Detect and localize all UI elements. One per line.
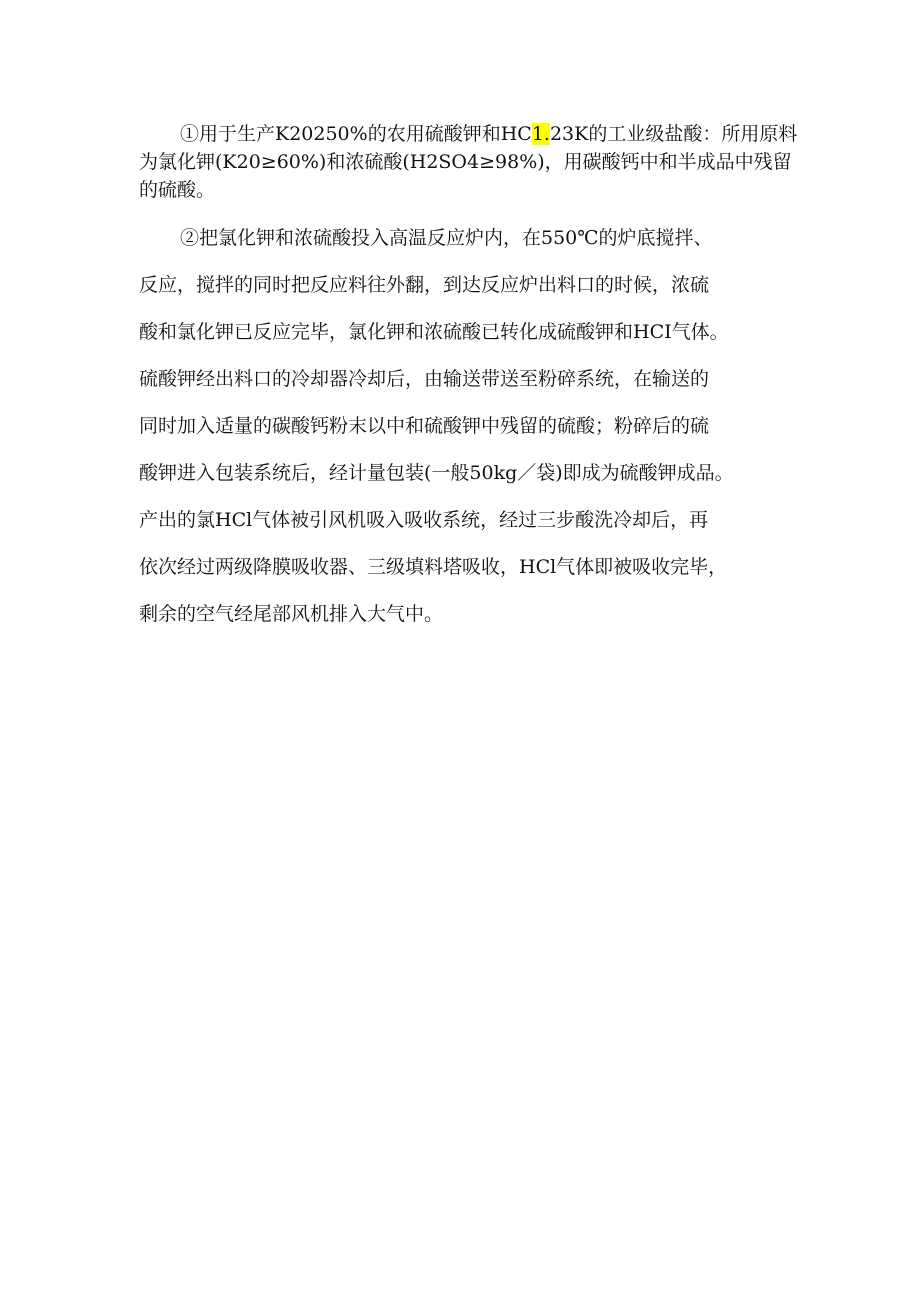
paragraph-2-line: 产出的氯HCl气体被引风机吸入吸收系统，经过三步酸洗冷却后，再 <box>139 509 709 531</box>
paragraph-2-line: 硫酸钾经出料口的冷却器冷却后，由输送带送至粉碎系统，在输送的 <box>139 368 710 390</box>
paragraph-2-line: 酸钾进入包装系统后，经计量包装(一般50kg／袋)即成为硫酸钾成品。 <box>139 462 734 484</box>
paragraph-1-text-after: 23K的工业级盐酸：所用原料为氯化钾(K20≥60%)和浓硫酸(H2SO4≥98%)，用碳酸钙中和半成品中残留的硫酸。 <box>139 123 798 201</box>
paragraph-2-line: 同时加入适量的碳酸钙粉末以中和硫酸钾中残留的硫酸；粉碎后的硫 <box>139 415 710 437</box>
highlighted-text: 1. <box>531 123 550 145</box>
paragraph-2-line: ②把氯化钾和浓硫酸投入高温反应炉内，在550℃的炉底搅拌、 <box>180 227 713 249</box>
paragraph-2 <box>139 215 799 638</box>
paragraph-1 <box>139 120 799 204</box>
paragraph-2-line: 依次经过两级降膜吸收器、三级填料塔吸收，HCl气体即被吸收完毕， <box>139 556 728 578</box>
paragraph-1-text-before: ①用于生产K20250%的农用硫酸钾和HC <box>180 123 532 145</box>
paragraph-2-line: 剩余的空气经尾部风机排入大气中。 <box>139 603 444 625</box>
paragraph-2-line: 反应，搅拌的同时把反应料往外翻，到达反应炉出料口的时候，浓硫 <box>139 274 710 296</box>
paragraph-2-line: 酸和氯化钾已反应完毕，氯化钾和浓硫酸已转化成硫酸钾和HCI气体。 <box>139 321 729 343</box>
